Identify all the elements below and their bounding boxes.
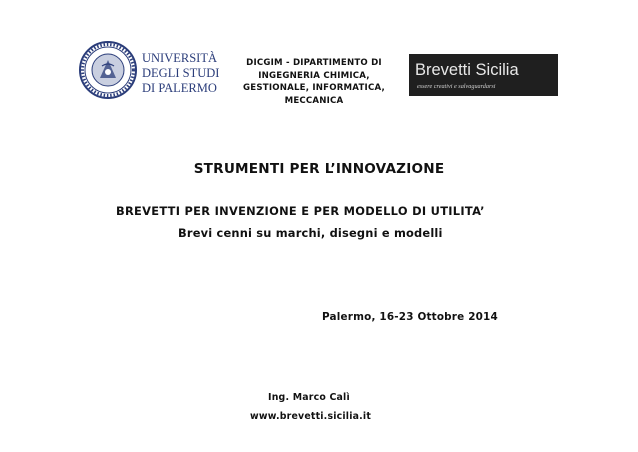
department-line-3: GESTIONALE, INFORMATICA, — [243, 83, 385, 94]
page-title: STRUMENTI PER L’INNOVAZIONE — [193, 161, 445, 177]
brevetti-logo-tagline: essere creativi e salvaguardarsi — [417, 83, 496, 90]
university-wordmark — [140, 50, 230, 98]
subtitle-trademarks: Brevi cenni su marchi, disegni e modelli — [178, 226, 443, 240]
brevetti-logo-name: Brevetti Sicilia — [415, 61, 519, 79]
university-line-1: UNIVERSITÀ — [142, 51, 217, 65]
university-line-3: DI PALERMO — [142, 81, 217, 95]
department-line-2: INGEGNERIA CHIMICA, — [258, 70, 370, 81]
department-line-1: DICGIM - DIPARTIMENTO DI — [246, 58, 382, 68]
author-name: Ing. Marco Calì — [268, 392, 350, 403]
brevetti-sicilia-logo — [409, 54, 558, 96]
university-logo — [78, 40, 218, 102]
subtitle-patents: BREVETTI PER INVENZIONE E PER MODELLO DI UTILITA’ — [116, 204, 485, 218]
university-seal-icon — [78, 40, 138, 100]
department-line-4: MECCANICA — [284, 95, 344, 106]
department-name — [226, 57, 402, 107]
university-line-2: DEGLI STUDI — [142, 66, 220, 80]
date-location: Palermo, 16-23 Ottobre 2014 — [322, 311, 498, 323]
website-link[interactable]: www.brevetti.sicilia.it — [250, 411, 372, 422]
